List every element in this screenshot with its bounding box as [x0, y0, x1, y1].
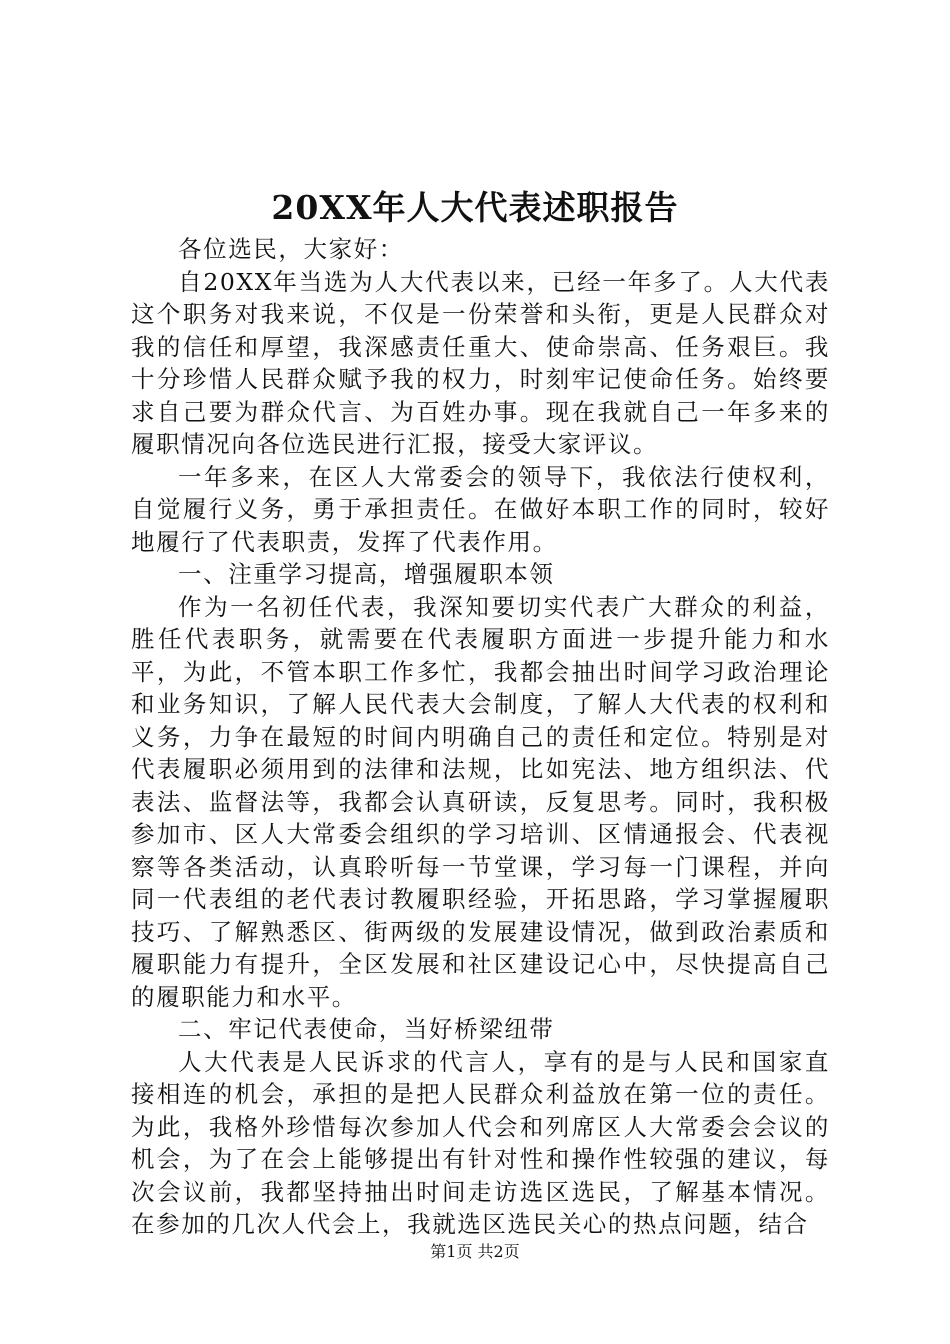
paragraph-section-2: 人大代表是人民诉求的代言人，享有的是与人民和国家直接相连的机会，承担的是把人民群众利益放在第一位的责任。为此，我格外珍惜每次参加人代会和列席区人大常委会会议的机会，为了在会上能够提出有针对性和操作性较强的建议，每次会议前，我都坚持抽出时间走访选区选民，了解基本情况。在参加的几次人代会上，我就选区选民关心的热点问题，结合 [131, 1047, 830, 1238]
paragraph-greeting: 各位选民，大家好： [178, 235, 404, 263]
document-body [131, 233, 830, 1241]
document-title: 20XX年人大代表述职报告 [271, 188, 679, 227]
paragraph-section-1: 作为一名初任代表，我深知要切实代表广大群众的利益，胜任代表职务，就需要在代表履职方面进一步提升能力和水平，为此，不管本职工作多忙，我都会抽出时间学习政治理论和业务知识，了解人民代表大会制度，了解人大代表的权利和义务，力争在最短的时间内明确自己的责任和定位。特别是对代表履职必须用到的法律和法规，比如宪法、地方组织法、代表法、监督法等，我都会认真研读，反复思考。同时，我积极参加市、区人大常委会组织的学习培训、区情通报会、代表视察等各类活动，认真聆听每一节堂课，学习每一门课程，并向同一代表组的老代表讨教履职经验，开拓思路，学习掌握履职技巧、了解熟悉区、街两级的发展建设情况，做到政治素质和履职能力有提升，全区发展和社区建设记心中，尽快提高自己的履职能力和水平。 [131, 592, 830, 1011]
paragraph-summary: 一年多来，在区人大常委会的领导下，我依法行使权利，自觉履行义务，勇于承担责任。在做好本职工作的同时，较好地履行了代表职责，发挥了代表作用。 [131, 462, 830, 556]
paragraph-intro: 自20XX年当选为人大代表以来，已经一年多了。人大代表这个职务对我来说，不仅是一份荣誉和头衔，更是人民群众对我的信任和厚望，我深感责任重大、使命崇高、任务艰巨。我十分珍惜人民群众赋予我的权力，时刻牢记使命任务。始终要求自己要为群众代言、为百姓办事。现在我就自己一年多来的履职情况向各位选民进行汇报，接受大家评议。 [131, 267, 830, 458]
section-heading-1: 一、注重学习提高，增强履职本领 [178, 560, 555, 588]
section-heading-2: 二、牢记代表使命，当好桥梁纽带 [178, 1015, 555, 1043]
page-number: 第1页 共2页 [430, 1242, 520, 1261]
